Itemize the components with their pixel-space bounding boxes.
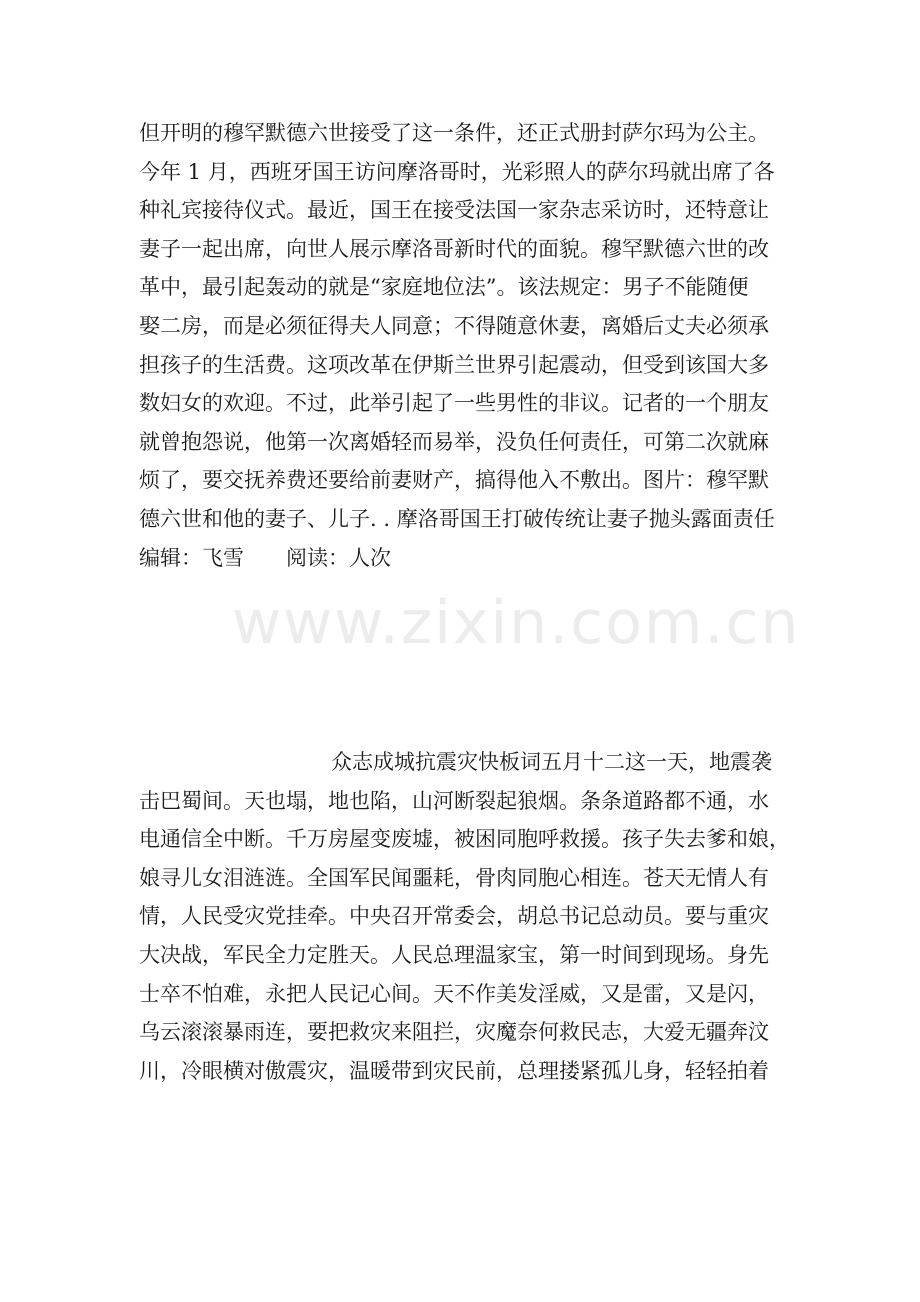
- article-title-line: 众志成城抗震灾快板词五月十二这一天，地震袭: [331, 750, 772, 774]
- text-line: 士卒不怕难，永把人民记心间。天不作美发淫威，又是雷，又是闪，: [139, 981, 769, 1006]
- article-paragraph-2: [139, 743, 799, 1090]
- text-line: 妻子一起出席，向世人展示摩洛哥新时代的面貌。穆罕默德六世的改: [139, 236, 769, 261]
- text-line: 数妇女的欢迎。不过，此举引起了一些男性的非议。记者的一个朋友: [139, 391, 769, 416]
- text-line: 川，冷眼横对傲震灾，温暖带到灾民前，总理搂紧孤儿身，轻轻拍着: [139, 1058, 769, 1083]
- article-paragraph-1: [139, 114, 799, 577]
- text-line: 就曾抱怨说，他第一次离婚轻而易举，没负任何责任，可第二次就麻: [139, 429, 769, 454]
- text-line: 德六世和他的妻子、儿子. . 摩洛哥国王打破传统让妻子抛头露面责任: [139, 506, 775, 531]
- text-line: 乌云滚滚暴雨连，要把救灾来阻拦，灾魔奈何救民志，大爱无疆奔汶: [139, 1020, 769, 1045]
- text-line: 电通信全中断。千万房屋变废墟，被困同胞呼救援。孩子失去爹和娘，: [139, 827, 790, 852]
- text-line: 娘寻儿女泪涟涟。全国军民闻噩耗，骨肉同胞心相连。苍天无情人有: [139, 865, 769, 890]
- text-line: 烦了，要交抚养费还要给前妻财产，搞得他入不敷出。图片：穆罕默: [139, 468, 769, 493]
- editor-reads-line: 编辑：飞雪 阅读：人次: [139, 545, 391, 570]
- watermark: www.zixin.com.cn: [232, 588, 801, 658]
- text-line: 革中，最引起轰动的就是“家庭地位法”。该法规定：男子不能随便: [139, 275, 749, 300]
- text-line: 种礼宾接待仪式。最近，国王在接受法国一家杂志采访时，还特意让: [139, 198, 769, 223]
- text-line: 担孩子的生活费。这项改革在伊斯兰世界引起震动，但受到该国大多: [139, 352, 769, 377]
- text-line: 击巴蜀间。天也塌，地也陷，山河断裂起狼烟。条条道路都不通，水: [139, 788, 769, 813]
- text-line: 大决战，军民全力定胜天。人民总理温家宝，第一时间到现场。身先: [139, 942, 769, 967]
- text-line: 但开明的穆罕默德六世接受了这一条件，还正式册封萨尔玛为公主。: [139, 121, 769, 145]
- text-line: 娶二房，而是必须征得夫人同意；不得随意休妻，离婚后丈夫必须承: [139, 313, 769, 338]
- text-line: 今年 1 月，西班牙国王访问摩洛哥时，光彩照人的萨尔玛就出席了各: [139, 159, 775, 184]
- text-line: 情，人民受灾党挂牵。中央召开常委会，胡总书记总动员。要与重灾: [139, 904, 769, 929]
